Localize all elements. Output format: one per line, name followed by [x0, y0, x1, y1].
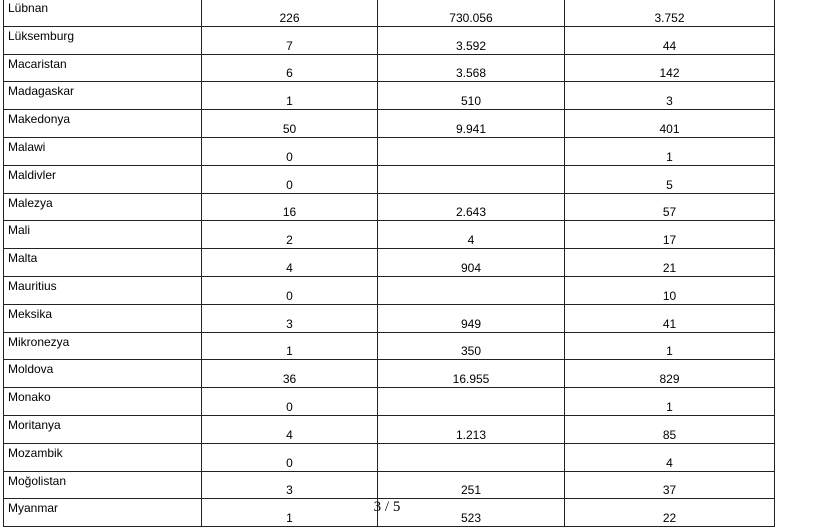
count-cell: 36 [202, 360, 378, 388]
country-cell: Meksika [4, 304, 202, 332]
count-cell: 3 [202, 471, 378, 499]
table-row [4, 249, 775, 277]
amount-cell: 4 [378, 221, 565, 249]
table-row [4, 276, 775, 304]
table-row [4, 471, 775, 499]
country-cell: Lübnan [4, 0, 202, 26]
count-cell: 7 [202, 26, 378, 54]
total-cell: 142 [565, 54, 775, 82]
table-row [4, 415, 775, 443]
total-cell: 1 [565, 137, 775, 165]
count-cell: 0 [202, 165, 378, 193]
total-cell: 3.752 [565, 0, 775, 26]
count-cell: 6 [202, 54, 378, 82]
country-cell: Madagaskar [4, 82, 202, 110]
table-row [4, 221, 775, 249]
amount-cell: 9.941 [378, 110, 565, 138]
amount-cell: 3.592 [378, 26, 565, 54]
amount-cell: 3.568 [378, 54, 565, 82]
country-cell: Monako [4, 388, 202, 416]
country-cell: Mikronezya [4, 332, 202, 360]
table-row [4, 26, 775, 54]
total-cell: 1 [565, 388, 775, 416]
amount-cell [378, 137, 565, 165]
country-cell: Moritanya [4, 415, 202, 443]
count-cell: 226 [202, 0, 378, 26]
count-cell: 2 [202, 221, 378, 249]
amount-cell: 510 [378, 82, 565, 110]
country-cell: Mauritius [4, 276, 202, 304]
total-cell: 1 [565, 332, 775, 360]
total-cell: 41 [565, 304, 775, 332]
country-cell: Malawi [4, 137, 202, 165]
table-row [4, 165, 775, 193]
country-cell: Lüksemburg [4, 26, 202, 54]
count-cell: 1 [202, 82, 378, 110]
country-cell: Moldova [4, 360, 202, 388]
count-cell: 16 [202, 193, 378, 221]
total-cell: 37 [565, 471, 775, 499]
amount-cell: 2.643 [378, 193, 565, 221]
amount-cell: 251 [378, 471, 565, 499]
country-cell: Mozambik [4, 443, 202, 471]
count-cell: 4 [202, 249, 378, 277]
total-cell: 4 [565, 443, 775, 471]
table-body [4, 0, 775, 527]
country-cell: Makedonya [4, 110, 202, 138]
table-row [4, 54, 775, 82]
table-row [4, 82, 775, 110]
country-cell: Malezya [4, 193, 202, 221]
table-row [4, 0, 775, 26]
total-cell: 829 [565, 360, 775, 388]
total-cell: 401 [565, 110, 775, 138]
country-cell: Macaristan [4, 54, 202, 82]
table-row [4, 193, 775, 221]
total-cell: 3 [565, 82, 775, 110]
count-cell: 4 [202, 415, 378, 443]
total-cell: 17 [565, 221, 775, 249]
amount-cell: 904 [378, 249, 565, 277]
country-cell: Mali [4, 221, 202, 249]
count-cell: 0 [202, 276, 378, 304]
country-statistics-table [3, 0, 775, 527]
count-cell: 50 [202, 110, 378, 138]
country-cell: Myanmar [4, 499, 202, 527]
count-cell: 3 [202, 304, 378, 332]
table-row [4, 360, 775, 388]
amount-cell: 350 [378, 332, 565, 360]
total-cell: 44 [565, 26, 775, 54]
page-number: 3 / 5 [373, 499, 401, 515]
total-cell: 85 [565, 415, 775, 443]
amount-cell: 730.056 [378, 0, 565, 26]
table-row [4, 332, 775, 360]
table-row [4, 110, 775, 138]
table-row [4, 304, 775, 332]
count-cell: 0 [202, 388, 378, 416]
amount-cell: 949 [378, 304, 565, 332]
country-cell: Malta [4, 249, 202, 277]
total-cell: 57 [565, 193, 775, 221]
table-row [4, 137, 775, 165]
total-cell: 21 [565, 249, 775, 277]
amount-cell [378, 443, 565, 471]
table-row [4, 388, 775, 416]
amount-cell [378, 165, 565, 193]
table-row [4, 443, 775, 471]
amount-cell [378, 388, 565, 416]
amount-cell: 16.955 [378, 360, 565, 388]
total-cell: 22 [565, 499, 775, 527]
count-cell: 0 [202, 137, 378, 165]
count-cell: 1 [202, 499, 378, 527]
count-cell: 1 [202, 332, 378, 360]
amount-cell [378, 276, 565, 304]
amount-cell: 523 [378, 499, 565, 527]
country-cell: Moğolistan [4, 471, 202, 499]
count-cell: 0 [202, 443, 378, 471]
total-cell: 10 [565, 276, 775, 304]
country-cell: Maldivler [4, 165, 202, 193]
total-cell: 5 [565, 165, 775, 193]
amount-cell: 1.213 [378, 415, 565, 443]
